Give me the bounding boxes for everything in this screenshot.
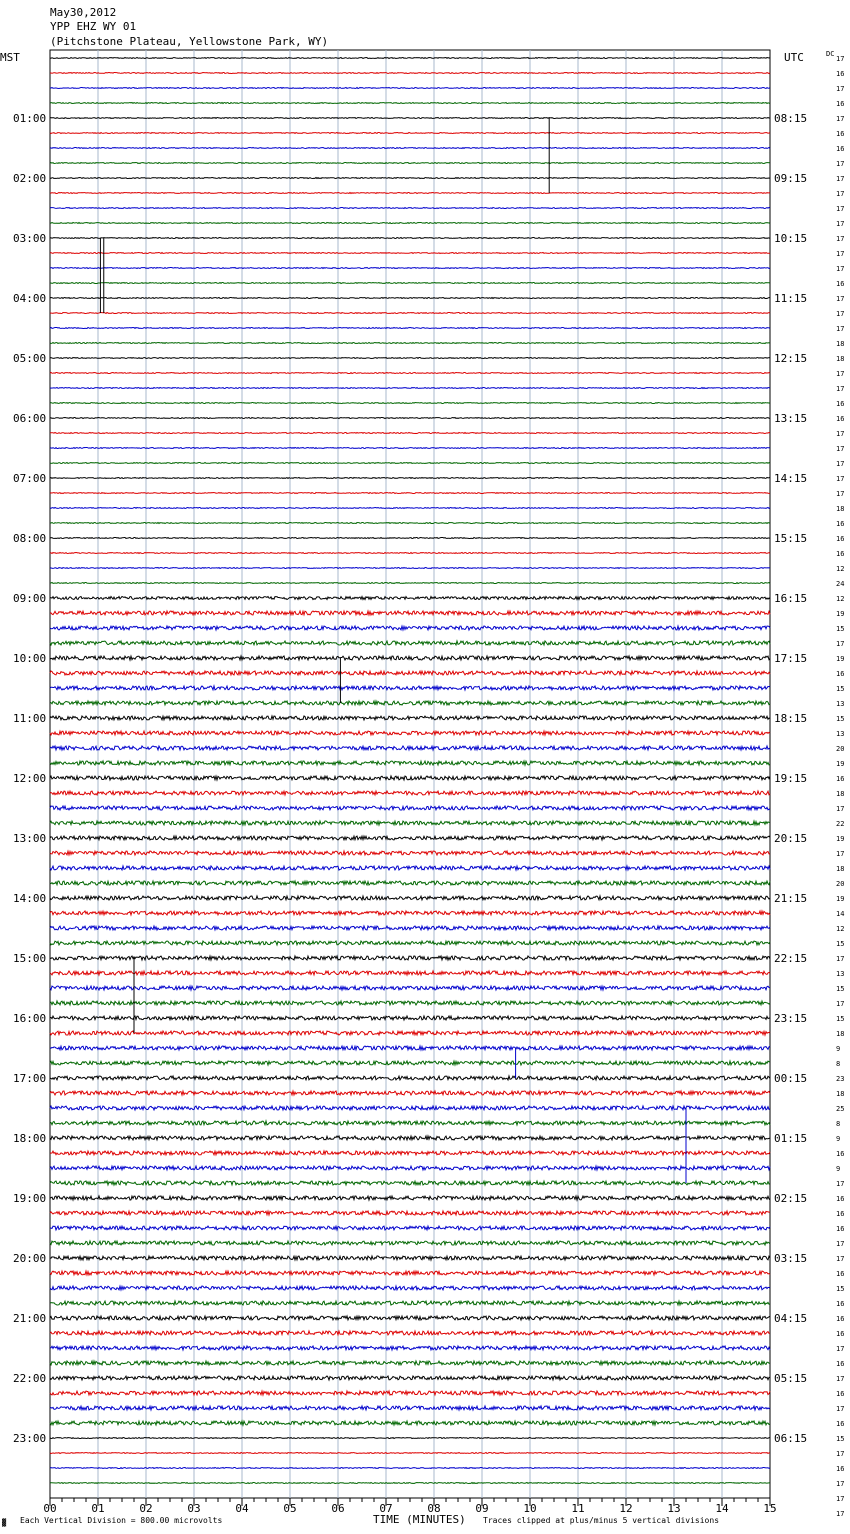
trace-line [50,1361,770,1365]
right-hour-label: 19:15 [774,772,808,785]
dc-offset-label: 17 [836,1405,845,1413]
trace-line [50,656,770,660]
trace-line [50,88,770,89]
dc-offset-label: 14 [836,910,845,918]
dc-offset-label: 17 [836,160,845,168]
station-label: YPP EHZ WY 01 [50,20,137,33]
trace-line [50,343,770,344]
dc-offset-label: 18 [836,355,845,363]
left-hour-label: 05:00 [13,352,47,365]
dc-offset-label: 15 [836,985,845,993]
left-hour-label: 03:00 [13,232,47,245]
dc-offset-label: 17 [836,475,845,483]
trace-line [50,806,770,810]
left-axis-label: MST [0,51,20,64]
x-tick-label: 00 [43,1502,57,1515]
trace-line [50,1076,770,1080]
dc-offset-label: 16 [836,1210,845,1218]
dc-offset-label: 17 [836,55,845,63]
left-hour-label: 17:00 [13,1072,47,1085]
dc-offset-label: 16 [836,550,845,558]
right-hour-label: 20:15 [774,832,808,845]
dc-offset-label: 13 [836,970,845,978]
left-hour-label: 22:00 [13,1372,47,1385]
trace-line [50,1241,770,1245]
dc-offset-label: 17 [836,490,845,498]
dc-offset-label: 17 [836,385,845,393]
trace-line [50,1211,770,1215]
left-hour-label: 02:00 [13,172,47,185]
dc-offset-label: 17 [836,205,845,213]
right-hour-label: 00:15 [774,1072,808,1085]
dc-offset-label: 16 [836,400,845,408]
trace-line [50,1151,770,1155]
trace-line [50,388,770,389]
dc-offset-label: 17 [836,1345,845,1353]
trace-line [50,1046,770,1050]
x-tick-label: 06 [331,1502,345,1515]
dc-offset-label: 16 [836,1420,845,1428]
dc-offset-label: 17 [836,310,845,318]
x-tick-label: 05 [283,1502,297,1515]
dc-offset-label: 16 [836,1390,845,1398]
x-tick-label: 11 [571,1502,585,1515]
left-hour-label: 09:00 [13,592,47,605]
dc-offset-label: 19 [836,895,845,903]
dc-offset-label: 25 [836,1105,845,1113]
left-hour-label: 08:00 [13,532,47,545]
dc-offset-label: 17 [836,250,845,258]
x-tick-label: 14 [715,1502,729,1515]
left-hour-label: 15:00 [13,952,47,965]
trace-line [50,896,770,900]
dc-offset-label: 17 [836,295,845,303]
left-hour-label: 16:00 [13,1012,47,1025]
trace-line [50,433,770,434]
dc-offset-label: 16 [836,670,845,678]
left-hour-label: 13:00 [13,832,47,845]
right-hour-label: 14:15 [774,472,808,485]
trace-line [50,1376,770,1380]
x-tick-label: 13 [667,1502,681,1515]
trace-line [50,268,770,269]
dc-offset-label: 16 [836,1225,845,1233]
dc-offset-label: 13 [836,700,845,708]
left-hour-labels [13,112,46,1445]
dc-offset-label: 15 [836,1285,845,1293]
right-hour-label: 10:15 [774,232,808,245]
dc-offset-label: 19 [836,835,845,843]
dc-offset-label: 17 [836,1510,845,1518]
dc-offset-label: 17 [836,1255,845,1263]
plot-grid [50,50,770,1498]
trace-line [50,538,770,539]
dc-offset-label: 17 [836,1495,845,1503]
trace-line [50,686,770,690]
trace-line [50,1226,770,1230]
dc-offset-label: 18 [836,790,845,798]
dc-offset-label: 17 [836,325,845,333]
dc-offset-label: 17 [836,640,845,648]
dc-offset-label: 18 [836,505,845,513]
x-tick-label: 15 [763,1502,777,1515]
date-label: May30,2012 [50,6,117,19]
dc-offset-label: 17 [836,190,845,198]
trace-line [50,1091,770,1095]
right-hour-label: 01:15 [774,1132,808,1145]
right-hour-label: 06:15 [774,1432,808,1445]
trace-line [50,163,770,164]
trace-line [50,1181,770,1185]
trace-line [50,1438,770,1439]
dc-offset-label: 18 [836,1030,845,1038]
trace-line [50,1483,770,1484]
dc-offset-label: 8 [836,1120,841,1128]
dc-offset-label: 16 [836,1270,845,1278]
dc-offset-label: 17 [836,1240,845,1248]
trace-line [50,791,770,795]
right-hour-label: 15:15 [774,532,808,545]
right-hour-label: 09:15 [774,172,808,185]
clip-note: Traces clipped at plus/minus 5 vertical divisions [483,1516,720,1525]
dc-offset-label: 15 [836,1435,845,1443]
dc-offset-label: 17 [836,445,845,453]
dc-offset-label: 17 [836,805,845,813]
x-tick-label: 03 [187,1502,201,1515]
trace-line [50,597,770,600]
trace-line [50,716,770,720]
dc-offset-label: 17 [836,265,845,273]
trace-line [50,403,770,404]
right-hour-label: 08:15 [774,112,808,125]
trace-line [50,1121,770,1125]
trace-line [50,1286,770,1290]
dc-label: DC [826,50,835,58]
dc-offset-label: 16 [836,100,845,108]
right-hour-label: 05:15 [774,1372,808,1385]
trace-line [50,1346,770,1350]
trace-line [50,641,770,645]
trace-line [50,1196,770,1200]
dc-offset-label: 16 [836,1150,845,1158]
dc-offset-label: 17 [836,370,845,378]
dc-offset-label: 16 [836,1360,845,1368]
dc-offset-labels [836,55,844,1518]
right-hour-label: 13:15 [774,412,808,425]
x-tick-label: 08 [427,1502,441,1515]
dc-offset-label: 16 [836,1315,845,1323]
dc-offset-label: 20 [836,745,845,753]
right-hour-label: 11:15 [774,292,808,305]
trace-line [50,731,770,735]
left-hour-label: 11:00 [13,712,47,725]
trace-line [50,761,770,765]
left-hour-label: 23:00 [13,1432,47,1445]
dc-offset-label: 16 [836,70,845,78]
trace-line [50,358,770,359]
trace-group [50,58,770,1484]
dc-offset-label: 17 [836,460,845,468]
dc-offset-label: 15 [836,685,845,693]
trace-line [50,133,770,134]
dc-offset-label: 17 [836,1480,845,1488]
trace-line [50,1256,770,1260]
trace-line [50,1421,770,1425]
right-hour-label: 03:15 [774,1252,808,1265]
x-tick-label: 01 [91,1502,105,1515]
trace-line [50,283,770,284]
event-group [100,118,686,1183]
trace-line [50,553,770,554]
dc-offset-label: 12 [836,565,845,573]
trace-line [50,238,770,239]
trace-line [50,866,770,870]
trace-line [50,373,770,374]
trace-line [50,1391,770,1395]
x-axis-title: TIME (MINUTES) [373,1513,466,1526]
trace-line [50,986,770,990]
trace-line [50,103,770,104]
dc-offset-label: 17 [836,1000,845,1008]
right-hour-label: 18:15 [774,712,808,725]
dc-offset-label: 19 [836,655,845,663]
dc-offset-label: 9 [836,1135,841,1143]
dc-offset-label: 18 [836,1090,845,1098]
dc-offset-label: 12 [836,595,845,603]
dc-offset-label: 16 [836,1330,845,1338]
left-hour-label: 04:00 [13,292,47,305]
trace-line [50,178,770,179]
trace-line [50,1468,770,1469]
x-tick-label: 10 [523,1502,537,1515]
dc-offset-label: 17 [836,1375,845,1383]
trace-line [50,956,770,960]
trace-line [50,193,770,194]
trace-line [50,926,770,930]
corner-mark: ▓ [2,1519,7,1527]
left-hour-label: 07:00 [13,472,47,485]
dc-offset-label: 16 [836,1465,845,1473]
dc-offset-label: 18 [836,340,845,348]
trace-line [50,911,770,915]
trace-line [50,1316,770,1320]
trace-line [50,941,770,945]
trace-line [50,671,770,675]
trace-line [50,851,770,855]
trace-line [50,971,770,975]
dc-offset-label: 16 [836,520,845,528]
trace-line [50,1106,770,1110]
trace-line [50,626,770,630]
trace-line [50,746,770,750]
dc-offset-label: 17 [836,175,845,183]
dc-offset-label: 15 [836,715,845,723]
dc-offset-label: 17 [836,430,845,438]
dc-offset-label: 9 [836,1165,841,1173]
right-hour-label: 04:15 [774,1312,808,1325]
right-hour-label: 02:15 [774,1192,808,1205]
right-hour-label: 16:15 [774,592,808,605]
dc-offset-label: 15 [836,625,845,633]
left-hour-label: 19:00 [13,1192,47,1205]
trace-line [50,568,770,569]
trace-line [50,776,770,780]
dc-offset-label: 16 [836,1195,845,1203]
trace-line [50,508,770,509]
trace-line [50,463,770,464]
trace-line [50,1061,770,1065]
trace-line [50,523,770,524]
left-hour-label: 01:00 [13,112,47,125]
left-hour-label: 06:00 [13,412,47,425]
trace-line [50,1301,770,1305]
trace-line [50,1166,770,1170]
trace-line [50,836,770,840]
right-hour-labels [774,112,807,1445]
trace-line [50,1031,770,1035]
dc-offset-label: 12 [836,925,845,933]
dc-offset-label: 17 [836,220,845,228]
x-tick-label: 02 [139,1502,153,1515]
trace-line [50,1136,770,1140]
dc-offset-label: 16 [836,1300,845,1308]
trace-line [50,448,770,449]
dc-offset-label: 19 [836,610,845,618]
right-hour-label: 12:15 [774,352,808,365]
x-tick-label: 09 [475,1502,489,1515]
dc-offset-label: 20 [836,880,845,888]
dc-offset-label: 16 [836,130,845,138]
right-hour-label: 23:15 [774,1012,808,1025]
dc-offset-label: 16 [836,415,845,423]
dc-offset-label: 19 [836,760,845,768]
trace-line [50,58,770,59]
trace-line [50,328,770,329]
trace-line [50,73,770,74]
trace-line [50,148,770,149]
left-hour-label: 14:00 [13,892,47,905]
x-tick-label: 12 [619,1502,633,1515]
trace-line [50,298,770,299]
left-hour-label: 20:00 [13,1252,47,1265]
left-hour-label: 10:00 [13,652,47,665]
dc-offset-label: 17 [836,955,845,963]
right-hour-label: 22:15 [774,952,808,965]
dc-offset-label: 17 [836,1450,845,1458]
trace-line [50,1331,770,1335]
right-hour-label: 17:15 [774,652,808,665]
dc-offset-label: 16 [836,775,845,783]
dc-offset-label: 18 [836,865,845,873]
left-hour-label: 12:00 [13,772,47,785]
dc-offset-label: 17 [836,115,845,123]
dc-offset-label: 16 [836,145,845,153]
trace-line [50,313,770,314]
dc-offset-label: 24 [836,580,845,588]
location-label: (Pitchstone Plateau, Yellowstone Park, WY) [50,35,329,48]
trace-line [50,253,770,254]
trace-line [50,583,770,584]
dc-offset-label: 9 [836,1045,841,1053]
scale-note: Each Vertical Division = 800.00 microvolts [20,1516,223,1525]
dc-offset-label: 17 [836,235,845,243]
dc-offset-label: 23 [836,1075,845,1083]
trace-line [50,1453,770,1454]
trace-line [50,1271,770,1275]
x-tick-label: 04 [235,1502,249,1515]
right-hour-label: 21:15 [774,892,808,905]
x-tick-label: 07 [379,1502,393,1515]
trace-line [50,223,770,224]
dc-offset-label: 17 [836,85,845,93]
dc-offset-label: 16 [836,535,845,543]
left-hour-label: 18:00 [13,1132,47,1145]
dc-offset-label: 17 [836,1180,845,1188]
trace-line [50,1001,770,1005]
right-axis-label: UTC [784,51,804,64]
trace-line [50,1016,770,1020]
dc-offset-label: 15 [836,940,845,948]
trace-line [50,418,770,419]
dc-offset-label: 16 [836,280,845,288]
dc-offset-label: 8 [836,1060,841,1068]
trace-line [50,881,770,885]
trace-line [50,478,770,479]
trace-line [50,611,770,615]
plot-frame [50,50,770,1498]
trace-line [50,493,770,494]
trace-line [50,118,770,119]
dc-offset-label: 15 [836,1015,845,1023]
trace-line [50,208,770,209]
left-hour-label: 21:00 [13,1312,47,1325]
trace-line [50,1406,770,1410]
dc-offset-label: 13 [836,730,845,738]
dc-offset-label: 17 [836,850,845,858]
trace-line [50,701,770,705]
dc-offset-label: 22 [836,820,845,828]
trace-line [50,821,770,825]
